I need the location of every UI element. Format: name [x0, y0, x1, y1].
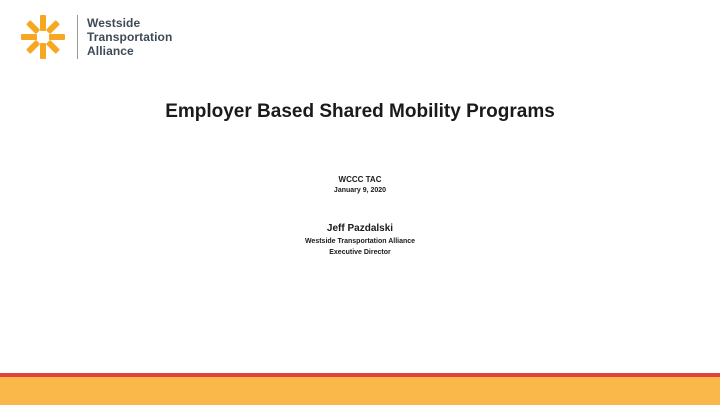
logo	[18, 12, 172, 62]
meeting-date: January 9, 2020	[333, 187, 387, 194]
logo-wordmark	[87, 16, 172, 58]
logo-divider	[77, 15, 78, 59]
presenter-organization: Westside Transportation Alliance	[304, 238, 416, 245]
logo-line-1: Westside	[87, 16, 141, 30]
sun-burst-icon	[18, 12, 68, 62]
meeting-name: WCCC TAC	[338, 175, 382, 184]
presenter-name: Jeff Pazdalski	[326, 223, 394, 234]
logo-line-2: Transportation	[87, 30, 173, 44]
slide-title: Employer Based Shared Mobility Programs	[165, 101, 555, 122]
footer-bar	[0, 377, 720, 405]
presenter-role: Executive Director	[329, 249, 391, 256]
logo-line-3: Alliance	[87, 44, 134, 58]
